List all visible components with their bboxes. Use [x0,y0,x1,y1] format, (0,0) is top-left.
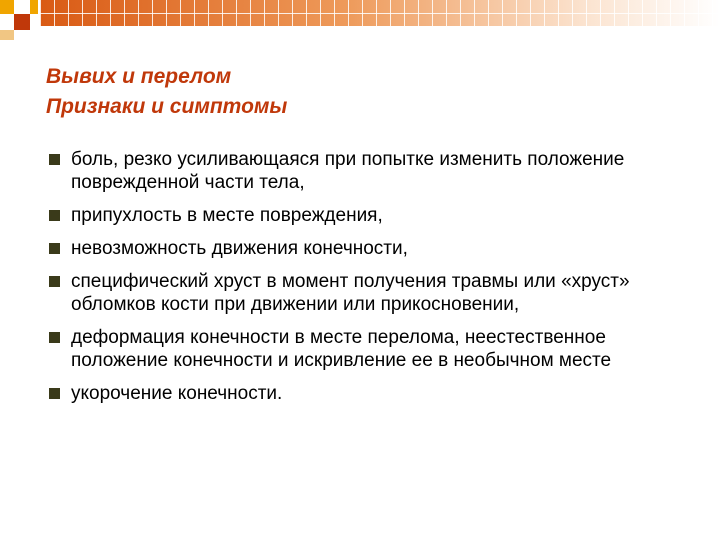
decor-square-icon [14,0,29,14]
title-line-1: Вывих и перелом [46,65,232,88]
list-item [46,148,656,194]
list-item [46,326,656,372]
list-item [46,270,656,316]
list-item [46,237,656,260]
list-item-text: специфический хруст в момент получения травмы или «хруст» обломков кости при движении или прикосновении, [71,271,630,315]
list-item-text: укорочение конечности. [71,383,283,404]
list-item-text: припухлость в месте повреждения, [71,205,383,226]
list-item [46,204,656,227]
symptom-list [46,148,656,415]
square-bullet-icon [49,276,60,287]
decor-square-icon [30,0,38,14]
slide-title [46,62,666,122]
list-item [46,382,656,405]
square-bullet-icon [49,388,60,399]
decor-square-icon [14,14,30,30]
decor-square-icon [0,30,14,40]
list-item-text: невозможность движения конечности, [71,238,408,259]
decor-square-icon [0,0,14,14]
square-bullet-icon [49,332,60,343]
top-bar-line [40,13,720,14]
square-bullet-icon [49,210,60,221]
square-bullet-icon [49,154,60,165]
list-item-text: боль, резко усиливающаяся при попытке изменить положение поврежденной части тела, [71,149,625,193]
title-line-2: Признаки и симптомы [46,95,288,118]
list-item-text: деформация конечности в месте перелома, неестественное положение конечности и искривление ее в необычном месте [71,327,612,371]
square-bullet-icon [49,243,60,254]
